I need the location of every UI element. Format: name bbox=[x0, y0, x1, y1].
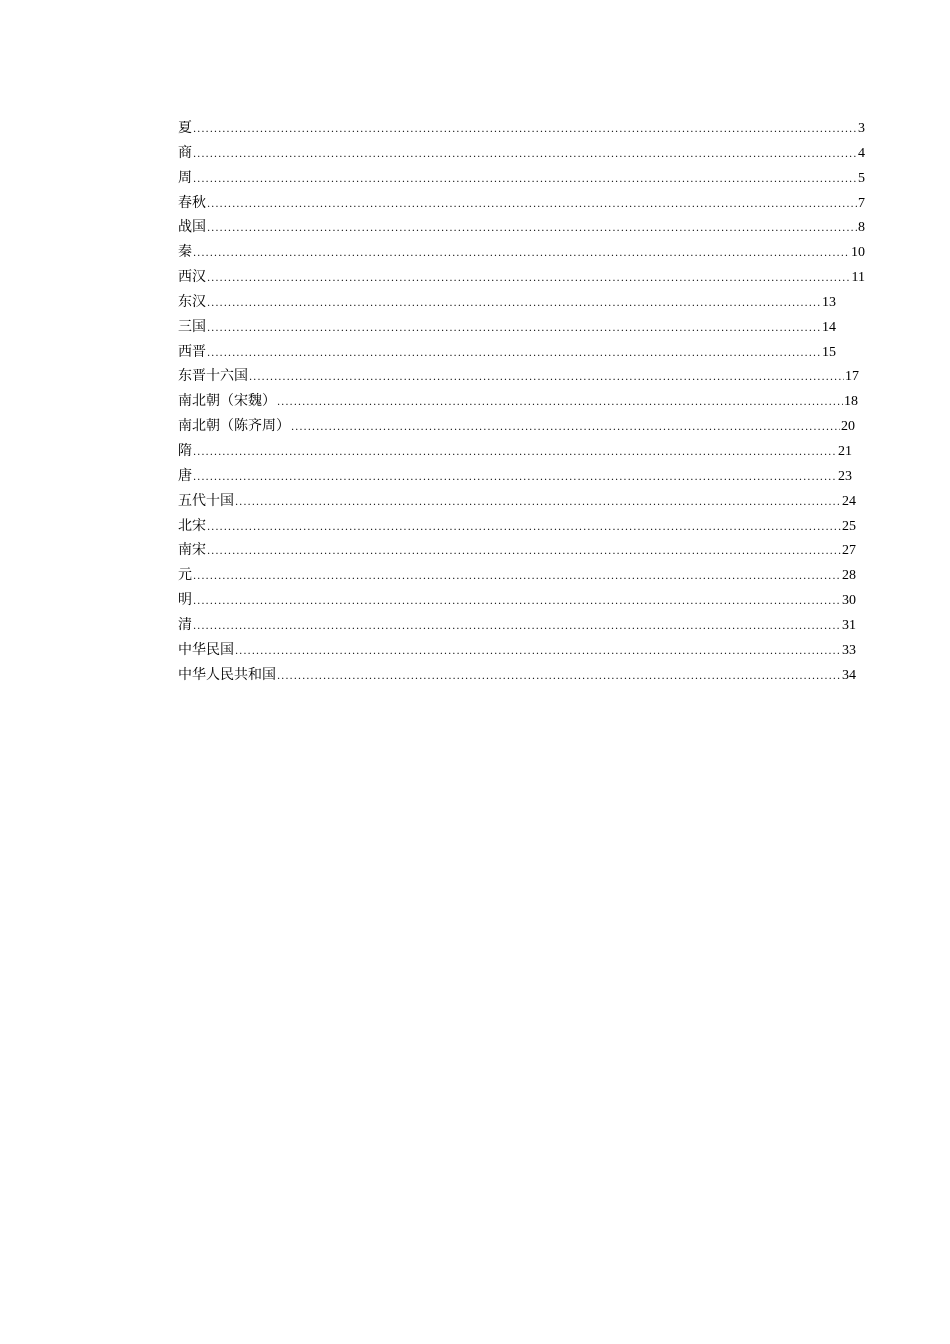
toc-entry-zhonghua-minguo[interactable] bbox=[178, 638, 856, 663]
dot-leader bbox=[207, 317, 821, 340]
table-of-contents bbox=[178, 116, 868, 687]
toc-entry-title: 清 bbox=[178, 616, 192, 633]
toc-entry-page: 28 bbox=[842, 568, 856, 584]
toc-entry-nanbeichao-songwei[interactable] bbox=[178, 389, 858, 414]
toc-entry-page: 24 bbox=[842, 493, 856, 509]
toc-entry-nanbeichao-chenqizhou[interactable] bbox=[178, 414, 855, 439]
toc-entry-page: 8 bbox=[858, 220, 865, 236]
toc-entry-page: 25 bbox=[842, 518, 856, 534]
toc-entry-page: 11 bbox=[851, 270, 865, 286]
toc-entry-page: 20 bbox=[841, 419, 855, 435]
toc-entry-xia[interactable] bbox=[178, 116, 865, 141]
toc-entry-qin[interactable] bbox=[178, 240, 865, 265]
toc-entry-title: 中华民国 bbox=[178, 641, 234, 658]
toc-entry-page: 14 bbox=[822, 319, 836, 335]
dot-leader bbox=[207, 540, 841, 563]
toc-entry-title: 战国 bbox=[178, 219, 206, 236]
toc-entry-sanguo[interactable] bbox=[178, 315, 836, 340]
toc-entry-title: 三国 bbox=[178, 318, 206, 335]
toc-entry-title: 五代十国 bbox=[178, 492, 234, 509]
toc-entry-zhanguo[interactable] bbox=[178, 215, 865, 240]
toc-entry-title: 明 bbox=[178, 592, 192, 609]
dot-leader bbox=[193, 590, 841, 613]
toc-entry-page: 31 bbox=[842, 617, 856, 633]
toc-entry-nansong[interactable] bbox=[178, 538, 856, 563]
toc-entry-page: 17 bbox=[845, 369, 859, 385]
toc-entry-zhonghua-renmin-gongheguo[interactable] bbox=[178, 663, 856, 688]
toc-entry-title: 南北朝（宋魏） bbox=[178, 393, 276, 410]
toc-entry-xihan[interactable] bbox=[178, 265, 865, 290]
dot-leader bbox=[235, 491, 841, 514]
toc-entry-page: 13 bbox=[822, 294, 836, 310]
toc-entry-page: 30 bbox=[842, 593, 856, 609]
toc-entry-title: 西汉 bbox=[178, 269, 206, 286]
dot-leader bbox=[207, 267, 851, 290]
toc-entry-beisong[interactable] bbox=[178, 514, 856, 539]
toc-entry-chunqiu[interactable] bbox=[178, 191, 865, 216]
toc-entry-page: 21 bbox=[838, 443, 852, 459]
toc-entry-title: 中华人民共和国 bbox=[178, 666, 276, 683]
dot-leader bbox=[277, 665, 841, 688]
toc-entry-page: 4 bbox=[858, 145, 865, 161]
toc-entry-title: 东晋十六国 bbox=[178, 368, 248, 385]
toc-entry-title: 夏 bbox=[178, 120, 192, 136]
toc-entry-title: 唐 bbox=[178, 467, 192, 484]
toc-entry-page: 18 bbox=[844, 394, 858, 410]
toc-entry-qing[interactable] bbox=[178, 613, 856, 638]
toc-entry-title: 秦 bbox=[178, 244, 192, 261]
dot-leader bbox=[207, 516, 841, 539]
toc-entry-yuan[interactable] bbox=[178, 563, 856, 588]
dot-leader bbox=[207, 292, 821, 315]
toc-entry-title: 隋 bbox=[178, 442, 192, 459]
toc-entry-zhou[interactable] bbox=[178, 166, 865, 191]
toc-entry-title: 南宋 bbox=[178, 542, 206, 559]
toc-entry-title: 元 bbox=[178, 567, 192, 584]
dot-leader bbox=[235, 640, 841, 663]
dot-leader bbox=[249, 366, 844, 389]
dot-leader bbox=[193, 118, 857, 141]
toc-entry-page: 34 bbox=[842, 667, 856, 683]
toc-entry-page: 5 bbox=[858, 170, 865, 186]
dot-leader bbox=[193, 615, 841, 638]
toc-entry-title: 东汉 bbox=[178, 293, 206, 310]
toc-entry-page: 3 bbox=[858, 121, 865, 136]
toc-entry-title: 南北朝（陈齐周） bbox=[178, 418, 290, 435]
toc-entry-page: 7 bbox=[858, 195, 865, 211]
toc-entry-page: 23 bbox=[838, 468, 852, 484]
dot-leader bbox=[193, 143, 857, 166]
dot-leader bbox=[193, 466, 837, 489]
toc-entry-xijin[interactable] bbox=[178, 340, 836, 365]
toc-entry-title: 春秋 bbox=[178, 194, 206, 211]
toc-entry-wudai-shiguo[interactable] bbox=[178, 489, 856, 514]
toc-entry-shang[interactable] bbox=[178, 141, 865, 166]
dot-leader bbox=[207, 342, 821, 365]
toc-entry-title: 商 bbox=[178, 144, 192, 161]
toc-entry-ming[interactable] bbox=[178, 588, 856, 613]
dot-leader bbox=[291, 416, 840, 439]
dot-leader bbox=[207, 193, 857, 216]
dot-leader bbox=[193, 242, 850, 265]
toc-entry-page: 33 bbox=[842, 642, 856, 658]
toc-entry-page: 15 bbox=[822, 344, 836, 360]
dot-leader bbox=[193, 565, 841, 588]
toc-entry-title: 西晋 bbox=[178, 343, 206, 360]
dot-leader bbox=[193, 168, 857, 191]
toc-entry-sui[interactable] bbox=[178, 439, 852, 464]
toc-entry-tang[interactable] bbox=[178, 464, 852, 489]
toc-entry-dongjin-shiliuguo[interactable] bbox=[178, 364, 859, 389]
toc-entry-donghan[interactable] bbox=[178, 290, 836, 315]
toc-entry-page: 27 bbox=[842, 543, 856, 559]
dot-leader bbox=[193, 441, 837, 464]
toc-entry-page: 10 bbox=[851, 245, 865, 261]
dot-leader bbox=[277, 391, 843, 414]
toc-entry-title: 北宋 bbox=[178, 517, 206, 534]
dot-leader bbox=[207, 217, 857, 240]
toc-entry-title: 周 bbox=[178, 169, 192, 186]
